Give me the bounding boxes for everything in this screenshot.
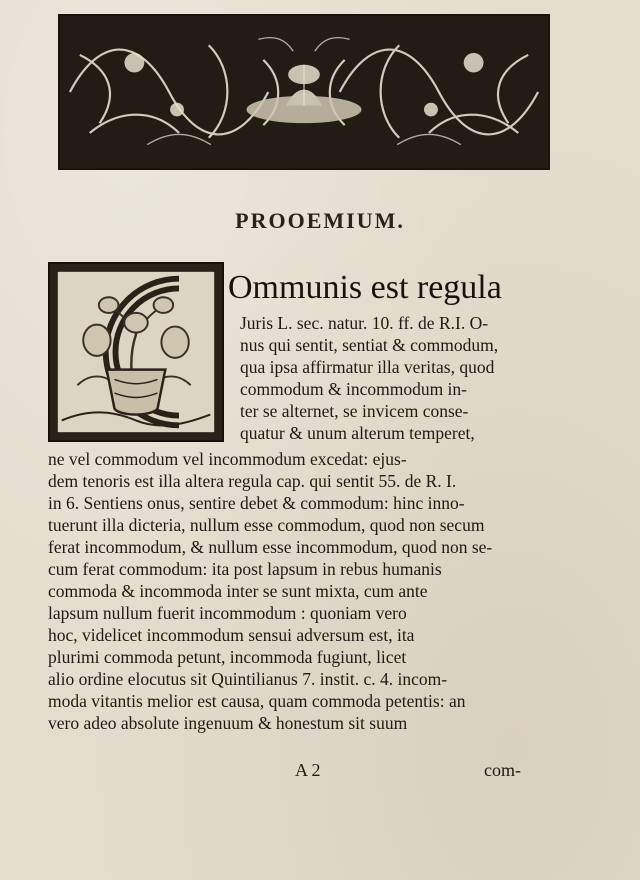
decorative-headpiece: [58, 14, 550, 170]
text-line-17: alio ordine elocutus sit Quintilianus 7. instit. c. 4. incom-: [48, 669, 448, 689]
catchword: com-: [484, 760, 521, 780]
text-line-9: in 6. Sentiens onus, sentire debet & commodum: hinc inno-: [48, 493, 465, 513]
text-line-1: Juris L. sec. natur. 10. ff. de R.I. O-: [240, 313, 489, 333]
text-line-14: lapsum nullum fuerit incommodum : quoniam vero: [48, 603, 407, 623]
text-line-7: ne vel commodum vel incommodum excedat: ejus-: [48, 449, 407, 469]
text-line-15: hoc, videlicet incommodum sensui adversum est, ita: [48, 625, 415, 645]
text-line-16: plurimi commoda petunt, incommoda fugiunt, licet: [48, 647, 407, 667]
text-line-11: ferat incommodum, & nullum esse incommodum, quod non se-: [48, 537, 493, 557]
chapter-title: PROOEMIUM.: [235, 208, 405, 233]
ornament-illustration: [60, 16, 548, 168]
text-line-12: cum ferat commodum: ita post lapsum in rebus humanis: [48, 559, 442, 579]
decorated-initial-c: [48, 262, 224, 442]
opening-line: Ommunis est regula: [228, 269, 502, 306]
text-line-5: ter se alternet, se invicem conse-: [240, 401, 469, 421]
text-line-18: moda vitantis melior est causa, quam commoda petentis: an: [48, 691, 466, 711]
text-line-13: commoda & incommoda inter se sunt mixta, cum ante: [48, 581, 428, 601]
text-line-19: vero adeo absolute ingenuum & honestum sit suum: [48, 713, 408, 733]
text-line-10: tuerunt illa dicteria, nullum esse commodum, quod non secum: [48, 515, 485, 535]
text-line-6: quatur & unum alterum temperet,: [240, 423, 475, 443]
signature-mark: A 2: [295, 760, 321, 780]
text-line-2: nus qui sentit, sentiat & commodum,: [240, 335, 499, 355]
flower-pot-icon: [50, 264, 222, 440]
text-line-8: dem tenoris est illa altera regula cap. qui sentit 55. de R. I.: [48, 471, 457, 491]
text-line-4: commodum & incommodum in-: [240, 379, 467, 399]
text-line-3: qua ipsa affirmatur illa veritas, quod: [240, 357, 495, 377]
